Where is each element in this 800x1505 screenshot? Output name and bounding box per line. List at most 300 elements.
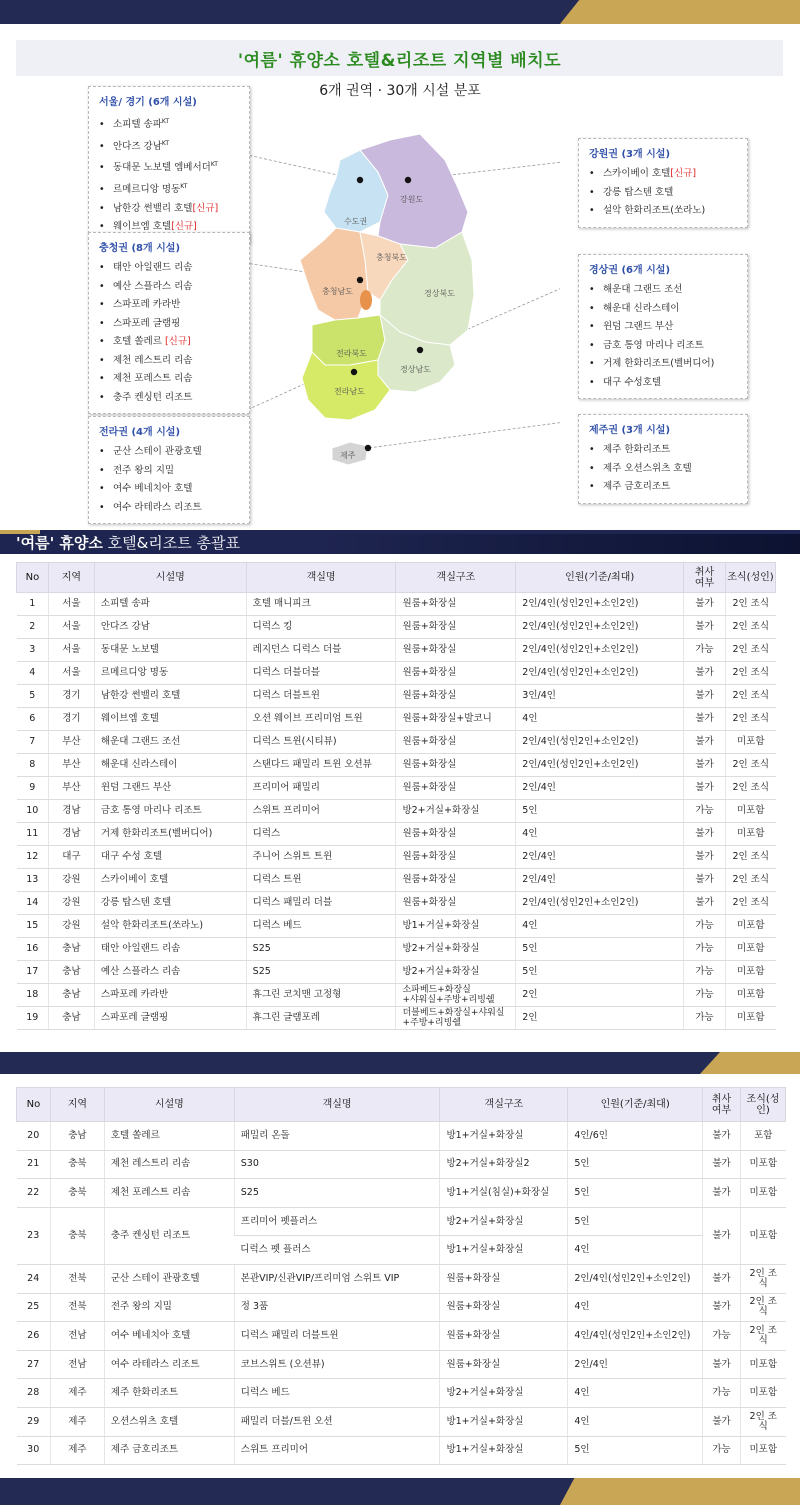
facility-item: • 해운대 신라스테이 — [589, 300, 737, 319]
table-cell: 5인 — [568, 1207, 703, 1236]
table-cell: 프리미어 펫플러스 — [234, 1207, 440, 1236]
summary-section-bar — [0, 530, 800, 554]
table-cell: 전남 — [50, 1350, 104, 1379]
table-cell: 불가 — [703, 1264, 741, 1293]
region-title-jeju: 제주권 (3개 시설) — [589, 425, 671, 436]
map-title: '여름' 휴양소 호텔&리조트 지역별 배치도 — [237, 50, 562, 71]
table-cell: 4인/4인(성인2인+소인2인) — [568, 1322, 703, 1351]
table-row — [17, 961, 776, 984]
table-cell: 패밀리 온돌 — [234, 1122, 440, 1151]
table-cell: 불가 — [684, 777, 726, 800]
table-cell: 미포함 — [726, 938, 776, 961]
region-list-gyeongsang — [589, 281, 737, 392]
table-row — [17, 1293, 786, 1322]
table-row — [17, 1350, 786, 1379]
column-header: 지역 — [50, 1088, 104, 1122]
table-cell: 미포함 — [726, 1007, 776, 1030]
column-header: 조식(성인) — [726, 563, 776, 593]
table-cell: 가능 — [703, 1436, 741, 1465]
table-cell: 미포함 — [740, 1350, 785, 1379]
table-cell: 디럭스 패밀리 더블트윈 — [234, 1322, 440, 1351]
table-row — [17, 1007, 776, 1030]
table-cell: 2인 — [516, 1007, 684, 1030]
table-row — [17, 1407, 786, 1436]
table-cell: 2인 — [516, 984, 684, 1007]
facility-item: • 소피텔 송파$^{KT}$ — [99, 113, 239, 135]
table-cell: 미포함 — [726, 823, 776, 846]
table-cell: 불가 — [684, 731, 726, 754]
middle-band — [0, 1052, 800, 1074]
table-cell: 해운대 신라스테이 — [94, 754, 246, 777]
facility-item: • 제천 포레스트 리솜 — [99, 370, 239, 389]
table-cell: 미포함 — [740, 1436, 785, 1465]
table-row — [17, 1150, 786, 1179]
table-cell: 4인 — [568, 1379, 703, 1408]
column-header: 인원(기준/최대) — [516, 563, 684, 593]
table-cell: 불가 — [684, 869, 726, 892]
table-cell: 서울 — [48, 639, 94, 662]
table-cell: 부산 — [48, 731, 94, 754]
table-cell: 대구 — [48, 846, 94, 869]
table-row — [17, 869, 776, 892]
table-cell: 르메르디앙 명동 — [94, 662, 246, 685]
table-row — [17, 984, 776, 1007]
facility-item: • 금호 통영 마리나 리조트 — [589, 337, 737, 356]
table-cell: 호텔 쏠레르 — [104, 1122, 234, 1151]
facility-item: • 충주 켄싱턴 리조트 — [99, 389, 239, 408]
table-cell: 충남 — [50, 1122, 104, 1151]
facility-item: • 제주 오션스위츠 호텔 — [589, 460, 737, 479]
table-cell: 대구 수성 호텔 — [94, 846, 246, 869]
table-cell: 충북 — [50, 1150, 104, 1179]
region-box-jeolla — [88, 416, 250, 524]
column-header: 인원(기준/최대) — [568, 1088, 703, 1122]
map-title-box — [16, 40, 783, 76]
region-list-gangwon — [589, 165, 737, 221]
region-box-jeju — [578, 414, 748, 504]
table-cell: 원룸+화장실 — [440, 1322, 568, 1351]
facility-item: • 웨이브엠 호텔[신규] — [99, 218, 239, 237]
table-cell: 원룸+화장실 — [440, 1350, 568, 1379]
table-cell: 2인 조식 — [740, 1293, 785, 1322]
table-cell: 불가 — [684, 708, 726, 731]
table-cell: 방1+거실+화장실 — [440, 1236, 568, 1265]
table-cell: 충주 켄싱턴 리조트 — [104, 1207, 234, 1264]
table-cell: 4인 — [516, 708, 684, 731]
table-cell: 9 — [17, 777, 49, 800]
table-cell: 원룸+화장실+발코니 — [396, 708, 516, 731]
table-cell: 프리미어 패밀리 — [246, 777, 396, 800]
table-cell: 2인 조식 — [726, 662, 776, 685]
table-cell: S25 — [246, 938, 396, 961]
table-2-header — [17, 1088, 786, 1122]
table-cell: 코브스위트 (오션뷰) — [234, 1350, 440, 1379]
table-cell: 10 — [17, 800, 49, 823]
table-cell: 2인/4인(성인2인+소인2인) — [568, 1264, 703, 1293]
table-cell: 레지던스 디럭스 더블 — [246, 639, 396, 662]
bottom-band — [0, 1478, 800, 1505]
table-cell: 제주 한화리조트 — [104, 1379, 234, 1408]
facility-item: • 제주 한화리조트 — [589, 441, 737, 460]
table-row — [17, 846, 776, 869]
region-list-seoul — [99, 113, 239, 237]
table-row — [17, 1379, 786, 1408]
table-cell: 제천 레스트리 리솜 — [104, 1150, 234, 1179]
table-cell: 제주 — [50, 1407, 104, 1436]
table-cell: 방2+거실+화장실 — [440, 1207, 568, 1236]
table-cell: 충남 — [48, 961, 94, 984]
table-cell: 29 — [17, 1407, 51, 1436]
table-cell: 디럭스 — [246, 823, 396, 846]
region-title-seoul: 서울/ 경기 (6개 시설) — [99, 97, 197, 108]
table-cell: 2인/4인 — [516, 869, 684, 892]
summary-table-1 — [16, 562, 776, 1030]
map-region-chungnam — [300, 228, 368, 320]
facility-item: • 설악 한화리조트(쏘라노) — [589, 202, 737, 221]
table-cell: 불가 — [684, 593, 726, 616]
table-cell: 불가 — [703, 1179, 741, 1208]
table-cell: 강릉 탑스텐 호텔 — [94, 892, 246, 915]
table-cell: 불가 — [684, 823, 726, 846]
region-box-seoul — [88, 86, 250, 244]
table-cell: 가능 — [703, 1322, 741, 1351]
table-1-body — [17, 593, 776, 1030]
table-cell: 소피텔 송파 — [94, 593, 246, 616]
table-row — [17, 1264, 786, 1293]
table-cell: 2인 조식 — [726, 846, 776, 869]
table-cell: 정 3품 — [234, 1293, 440, 1322]
table-cell: 2인 조식 — [726, 892, 776, 915]
table-row — [17, 593, 776, 616]
table-cell: 2인 조식 — [726, 708, 776, 731]
table-cell: S25 — [246, 961, 396, 984]
table-cell: 경기 — [48, 685, 94, 708]
table-cell: 원룸+화장실 — [440, 1264, 568, 1293]
table-row — [17, 777, 776, 800]
table-cell: 가능 — [684, 938, 726, 961]
table-cell: 2인/4인(성인2인+소인2인) — [516, 662, 684, 685]
table-cell: 서울 — [48, 662, 94, 685]
table-cell: 16 — [17, 938, 49, 961]
table-cell: 2인 조식 — [726, 639, 776, 662]
svg-text:제주: 제주 — [340, 451, 356, 460]
table-cell: S30 — [234, 1150, 440, 1179]
table-cell: 설악 한화리조트(쏘라노) — [94, 915, 246, 938]
table-cell: 경남 — [48, 800, 94, 823]
facility-item: • 스파포레 글램핑 — [99, 315, 239, 334]
facility-item: • 예산 스플라스 리솜 — [99, 278, 239, 297]
table-cell: 미포함 — [726, 731, 776, 754]
table-cell: 디럭스 더블트윈 — [246, 685, 396, 708]
table-cell: 5인 — [516, 961, 684, 984]
table-cell: 웨이브엠 호텔 — [94, 708, 246, 731]
column-header: 취사 여부 — [684, 563, 726, 593]
table-cell: 18 — [17, 984, 49, 1007]
table-cell: 27 — [17, 1350, 51, 1379]
table-cell: 2인/4인(성인2인+소인2인) — [516, 754, 684, 777]
table-row — [17, 639, 776, 662]
table-cell: 원룸+화장실 — [396, 731, 516, 754]
table-cell: 7 — [17, 731, 49, 754]
table-row — [17, 1436, 786, 1465]
table-cell: 휴그린 코치맨 고정형 — [246, 984, 396, 1007]
table-cell: 25 — [17, 1293, 51, 1322]
table-cell: 충북 — [50, 1179, 104, 1208]
table-cell: 디럭스 더블더블 — [246, 662, 396, 685]
table-cell: 불가 — [684, 685, 726, 708]
column-header: 시설명 — [94, 563, 246, 593]
top-band — [0, 0, 800, 24]
column-header: 지역 — [48, 563, 94, 593]
table-cell: 서울 — [48, 593, 94, 616]
table-cell: 방2+거실+화장실 — [396, 961, 516, 984]
table-cell: 휴그린 글램포레 — [246, 1007, 396, 1030]
table-cell: 원룸+화장실 — [396, 777, 516, 800]
table-cell: 디럭스 트윈 — [246, 869, 396, 892]
facility-item: • 해운대 그랜드 조선 — [589, 281, 737, 300]
svg-text:경상남도: 경상남도 — [400, 365, 431, 374]
facility-item: • 제주 금호리조트 — [589, 478, 737, 497]
column-header: 조식(성인) — [740, 1088, 785, 1122]
table-cell: 거제 한화리조트(벨버디어) — [94, 823, 246, 846]
table-cell: 윈덤 그랜드 부산 — [94, 777, 246, 800]
facility-item: • 호텔 쏠레르 [신규] — [99, 333, 239, 352]
table-cell: 남한강 썬밸리 호텔 — [94, 685, 246, 708]
table-cell: 금호 통영 마리나 리조트 — [94, 800, 246, 823]
table-cell: 불가 — [703, 1407, 741, 1436]
table-cell: 제주 — [50, 1379, 104, 1408]
table-cell: 가능 — [684, 984, 726, 1007]
column-header: 취사 여부 — [703, 1088, 741, 1122]
table-cell: 2인 조식 — [740, 1264, 785, 1293]
table-cell: 5인 — [516, 800, 684, 823]
table-cell: 1 — [17, 593, 49, 616]
table-cell: 포함 — [740, 1122, 785, 1151]
table-cell: 20 — [17, 1122, 51, 1151]
table-cell: 가능 — [684, 915, 726, 938]
facility-item: • 남한강 썬밸리 호텔[신규] — [99, 200, 239, 219]
facility-item: • 여수 베네치아 호텔 — [99, 480, 239, 499]
table-cell: 경기 — [48, 708, 94, 731]
table-row — [17, 915, 776, 938]
column-header: No — [17, 1088, 51, 1122]
region-list-jeju — [589, 441, 737, 497]
table-cell: 여수 베네치아 호텔 — [104, 1322, 234, 1351]
table-1-header — [17, 563, 776, 593]
facility-item: • 전주 왕의 지밀 — [99, 462, 239, 481]
table-cell: 원룸+화장실 — [396, 754, 516, 777]
table-cell: 스카이베이 호텔 — [94, 869, 246, 892]
table-row — [17, 754, 776, 777]
table-row — [17, 616, 776, 639]
table-cell: 4인 — [516, 915, 684, 938]
table-cell: 19 — [17, 1007, 49, 1030]
table-cell: 부산 — [48, 754, 94, 777]
svg-text:강원도: 강원도 — [400, 195, 424, 204]
table-cell: 오션 웨이브 프리미엄 트윈 — [246, 708, 396, 731]
map-subtitle: 6개 권역 · 30개 시설 분포 — [319, 83, 481, 99]
table-cell: 30 — [17, 1436, 51, 1465]
table-cell: 불가 — [684, 846, 726, 869]
facility-item: • 강릉 탑스텐 호텔 — [589, 184, 737, 203]
table-cell: 동대문 노보텔 — [94, 639, 246, 662]
table-row — [17, 1322, 786, 1351]
table-cell: 스파포레 글램핑 — [94, 1007, 246, 1030]
table-cell: 2인/4인 — [516, 777, 684, 800]
table-cell: 2인/4인(성인2인+소인2인) — [516, 593, 684, 616]
column-header: 객실명 — [246, 563, 396, 593]
table-cell: 2인 조식 — [740, 1322, 785, 1351]
table-cell: 전주 왕의 지밀 — [104, 1293, 234, 1322]
table-cell: 오션스위츠 호텔 — [104, 1407, 234, 1436]
new-tag: [신규] — [164, 336, 191, 347]
table-cell: 미포함 — [726, 915, 776, 938]
table-row — [17, 1122, 786, 1151]
region-list-jeolla — [99, 443, 239, 517]
table-cell: 원룸+화장실 — [396, 662, 516, 685]
column-header: No — [17, 563, 49, 593]
table-cell: 불가 — [703, 1150, 741, 1179]
table-cell: 2인 조식 — [726, 685, 776, 708]
table-cell: 본관VIP/신관VIP/프리미엄 스위트 VIP — [234, 1264, 440, 1293]
table-cell: 강원 — [48, 915, 94, 938]
table-cell: 충남 — [48, 1007, 94, 1030]
facility-item: • 거제 한화리조트(벨버디어) — [589, 355, 737, 374]
table-cell: 불가 — [684, 662, 726, 685]
facility-item: • 윈덤 그랜드 부산 — [589, 318, 737, 337]
table-cell: 예산 스플라스 리솜 — [94, 961, 246, 984]
table-cell: 6 — [17, 708, 49, 731]
facility-item: • 르메르디앙 명동$^{KT}$ — [99, 178, 239, 200]
table-cell: 충남 — [48, 938, 94, 961]
table-cell: 충남 — [48, 984, 94, 1007]
table-cell: 스파포레 카라반 — [94, 984, 246, 1007]
table-cell: 2인 조식 — [726, 593, 776, 616]
table-row — [17, 662, 776, 685]
table-cell: 미포함 — [740, 1179, 785, 1208]
new-tag: [신규] — [171, 221, 197, 233]
facility-item: • 군산 스테이 관광호텔 — [99, 443, 239, 462]
table-cell: 23 — [17, 1207, 51, 1264]
table-cell: 방1+거실(침실)+화장실 — [440, 1179, 568, 1208]
table-cell: 전북 — [50, 1293, 104, 1322]
table-cell: 미포함 — [740, 1207, 785, 1264]
table-cell: 원룸+화장실 — [396, 685, 516, 708]
summary-title: '여름' 휴양소 호텔&리조트 총괄표 — [16, 534, 241, 552]
table-cell: 더블베드+화장실+샤워실 +주방+리빙쉘 — [396, 1007, 516, 1030]
region-box-gangwon — [578, 138, 748, 228]
table-cell: 5인 — [568, 1150, 703, 1179]
table-cell: 5 — [17, 685, 49, 708]
table-cell: 2인/4인(성인2인+소인2인) — [516, 616, 684, 639]
table-cell: 미포함 — [726, 800, 776, 823]
facility-item: • 안다즈 강남$^{KT}$ — [99, 135, 239, 157]
table-cell: 22 — [17, 1179, 51, 1208]
region-title-gyeongsang: 경상권 (6개 시설) — [589, 265, 671, 276]
table-cell: 충북 — [50, 1207, 104, 1264]
table-cell: 호텔 매니피크 — [246, 593, 396, 616]
table-cell: 경남 — [48, 823, 94, 846]
svg-text:전라남도: 전라남도 — [334, 387, 365, 396]
table-cell: 원룸+화장실 — [396, 639, 516, 662]
table-cell: 여수 라테라스 리조트 — [104, 1350, 234, 1379]
column-header: 시설명 — [104, 1088, 234, 1122]
table-cell: 26 — [17, 1322, 51, 1351]
table-cell: 제천 포레스트 리솜 — [104, 1179, 234, 1208]
table-row — [17, 731, 776, 754]
table-cell: 불가 — [703, 1207, 741, 1264]
facility-item: • 제천 레스트리 리솜 — [99, 352, 239, 371]
svg-text:전라북도: 전라북도 — [336, 349, 367, 358]
table-cell: 소파베드+화장실 +샤워실+주방+리빙쉘 — [396, 984, 516, 1007]
korea-map — [240, 120, 560, 480]
table-cell: 2인/4인(성인2인+소인2인) — [516, 639, 684, 662]
svg-text:경상북도: 경상북도 — [424, 289, 455, 298]
table-cell: 디럭스 패밀리 더블 — [246, 892, 396, 915]
table-cell: 2 — [17, 616, 49, 639]
table-cell: 디럭스 킹 — [246, 616, 396, 639]
table-cell: 패밀리 더블/트윈 오션 — [234, 1407, 440, 1436]
table-cell: 4 — [17, 662, 49, 685]
table-cell: 24 — [17, 1264, 51, 1293]
table-2-body — [17, 1122, 786, 1465]
table-cell: 4인/6인 — [568, 1122, 703, 1151]
table-cell: 디럭스 펫 플러스 — [234, 1236, 440, 1265]
facility-item: • 여수 라테라스 리조트 — [99, 499, 239, 518]
table-row — [17, 1179, 786, 1208]
table-cell: 4인 — [568, 1293, 703, 1322]
table-cell: 11 — [17, 823, 49, 846]
table-row — [17, 823, 776, 846]
table-cell: 해운대 그랜드 조선 — [94, 731, 246, 754]
table-cell: 원룸+화장실 — [396, 892, 516, 915]
column-header: 객실구조 — [440, 1088, 568, 1122]
table-cell: 2인/4인(성인2인+소인2인) — [516, 731, 684, 754]
region-box-gyeongsang — [578, 254, 748, 399]
table-cell: 강원 — [48, 869, 94, 892]
table-cell: 원룸+화장실 — [396, 593, 516, 616]
table-cell: 전북 — [50, 1264, 104, 1293]
table-cell: 전남 — [50, 1322, 104, 1351]
table-cell: 제주 금호리조트 — [104, 1436, 234, 1465]
table-cell: 미포함 — [740, 1379, 785, 1408]
table-cell: 방1+거실+화장실 — [440, 1436, 568, 1465]
table-cell: 원룸+화장실 — [396, 823, 516, 846]
facility-item: • 대구 수성호텔 — [589, 374, 737, 393]
region-title-chungcheong: 충청권 (8개 시설) — [99, 243, 181, 254]
table-cell: 스위트 프리미어 — [234, 1436, 440, 1465]
table-cell: 불가 — [703, 1350, 741, 1379]
table-cell: 가능 — [684, 800, 726, 823]
table-cell: 원룸+화장실 — [396, 846, 516, 869]
table-cell: S25 — [234, 1179, 440, 1208]
table-cell: 5인 — [516, 938, 684, 961]
column-header: 객실명 — [234, 1088, 440, 1122]
table-cell: 제주 — [50, 1436, 104, 1465]
table-cell: 2인 조식 — [726, 777, 776, 800]
table-cell: 주니어 스위트 트윈 — [246, 846, 396, 869]
table-cell: 방2+거실+화장실2 — [440, 1150, 568, 1179]
table-cell: 2인 조식 — [726, 869, 776, 892]
svg-text:수도권: 수도권 — [344, 217, 368, 226]
table-cell: 가능 — [703, 1379, 741, 1408]
table-cell: 가능 — [684, 961, 726, 984]
table-cell: 불가 — [684, 754, 726, 777]
table-cell: 15 — [17, 915, 49, 938]
table-cell: 디럭스 베드 — [234, 1379, 440, 1408]
table-cell: 스위트 프리미어 — [246, 800, 396, 823]
table-cell: 방1+거실+화장실 — [440, 1407, 568, 1436]
